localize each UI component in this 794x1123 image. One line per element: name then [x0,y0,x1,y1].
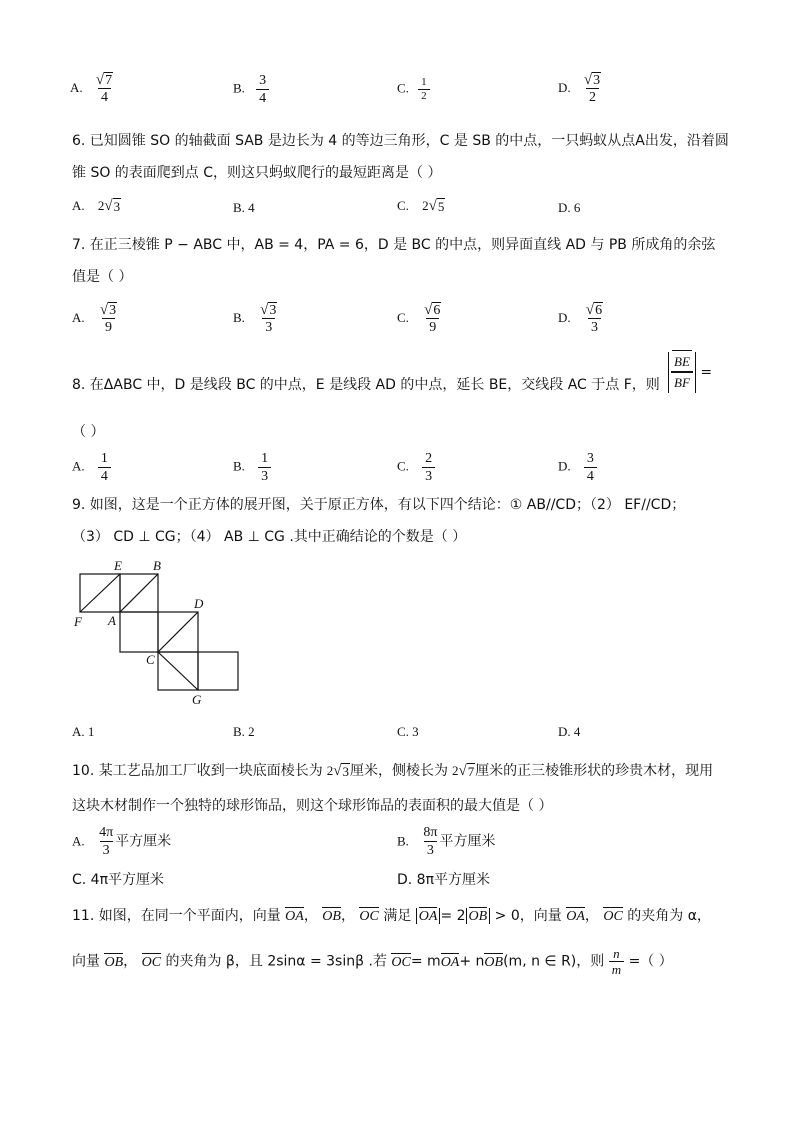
q8-option-d: D. $\frac{3}{4}$ [558,450,597,485]
q7-option-a: A. √ 3 9 [72,302,117,335]
q6-option-c: C. 2 √ 5 [397,198,445,214]
q10-option-d: D. 8π平方厘米 [397,872,491,888]
q5-option-b: B. $\frac{3}{4}$ [233,72,269,107]
q6-stem-line1: 6. 已知圆锥 SO 的轴截面 SAB 是边长为 4 的等边三角形，C 是 SB 的中点，一只蚂蚁从点A出发，沿着圆 [72,133,729,149]
q7-option-d: D. √ 6 3 [558,302,603,335]
net-diagonal-fe [80,574,120,612]
q6-stem-line2: 锥 SO 的表面爬到点 C，则这只蚂蚁爬行的最短距离是（ ） [72,165,442,181]
q9-option-a: A. 1 [72,724,95,739]
q10-option-a: A. $\frac{4\pi}{3}$ 平方厘米 [72,825,172,858]
cube-net-figure [70,556,250,712]
q9-option-c: C. 3 [397,724,419,739]
q7-stem-line2: 值是（ ） [72,269,133,285]
q9-stem-line2: （3） CD ⊥ CG；（4） AB ⊥ CG .其中正确结论的个数是（ ） [72,529,467,545]
q5-option-c: C. $\frac{1}{2}$ [397,76,430,103]
q10-option-c: C. 4π平方厘米 [72,872,165,888]
label-f: F [74,614,82,629]
q6-option-a: A. 2 √ 3 [72,198,121,214]
q9-option-d: D. 4 [558,724,581,739]
q6-option-b: B. 4 [233,200,255,215]
net-square-3 [120,612,158,652]
label-a: A [108,613,116,628]
label-e: E [114,558,122,573]
q9-option-b: B. 2 [233,724,255,739]
q7-stem-line1: 7. 在正三棱锥 P − ABC 中，AB = 4，PA = 6，D 是 BC 的中点，则异面直线 AD 与 PB 所成角的余弦 [72,237,716,253]
q11-stem-line2: 向量 OB， OC 的夹角为 β，且 2sinα = 3sinβ .若 OC= mOA+ nOB(m, n ∈ R)，则 $\frac{n}{m}$ =（ ） [72,946,673,977]
q10-stem-line2: 这块木材制作一个独特的球形饰品，则这个球形饰品的表面积的最大值是（ ） [72,798,553,814]
net-diagonal-cg [158,652,198,690]
q8-stem-line2: （ ） [72,424,105,440]
q10-option-b: B. $\frac{8\pi}{3}$ 平方厘米 [397,825,496,858]
q8-option-b: B. $\frac{1}{3}$ [233,450,271,485]
q8-option-c: C. $\frac{2}{3}$ [397,450,435,485]
q11-stem-line1: 11. 如图，在同一个平面内，向量 OA， OB， OC 满足 OA = 2 OB > 0，向量 OA， OC 的夹角为 α， [72,908,711,924]
q5-option-a: A. √ 7 4 [70,72,113,105]
q6-option-d: D. 6 [558,200,581,215]
net-diagonal-ab [120,574,158,612]
q8-ratio-expression: $\frac{BE}{BF}$ = [668,352,712,393]
net-square-6 [198,652,238,690]
q8-option-a: A. $\frac{1}{4}$ [72,450,111,485]
label-g: G [192,692,202,707]
q10-stem-line1: 10. 某工艺品加工厂收到一块底面棱长为 2 √ 3 厘米，侧棱长为 2 √ 7 厘米的正三棱锥形状的珍贵木材，现用 [72,763,714,779]
label-d: D [194,596,204,611]
q9-stem-line1: 9. 如图，这是一个正方体的展开图，关于原正方体，有以下四个结论：① AB//CD；（2） EF//CD； [72,497,686,513]
net-diagonal-cd [158,612,198,652]
q7-option-b: B. √ 3 3 [233,302,277,335]
label-c: C [146,652,155,667]
q5-option-d: D. √ 3 2 [558,72,601,105]
label-b: B [153,558,161,573]
q7-option-c: C. √ 6 9 [397,302,441,335]
q8-stem-line1: 8. 在ΔABC 中，D 是线段 BC 的中点，E 是线段 AD 的中点，延长 BE，交线段 AC 于点 F，则 [72,377,660,393]
